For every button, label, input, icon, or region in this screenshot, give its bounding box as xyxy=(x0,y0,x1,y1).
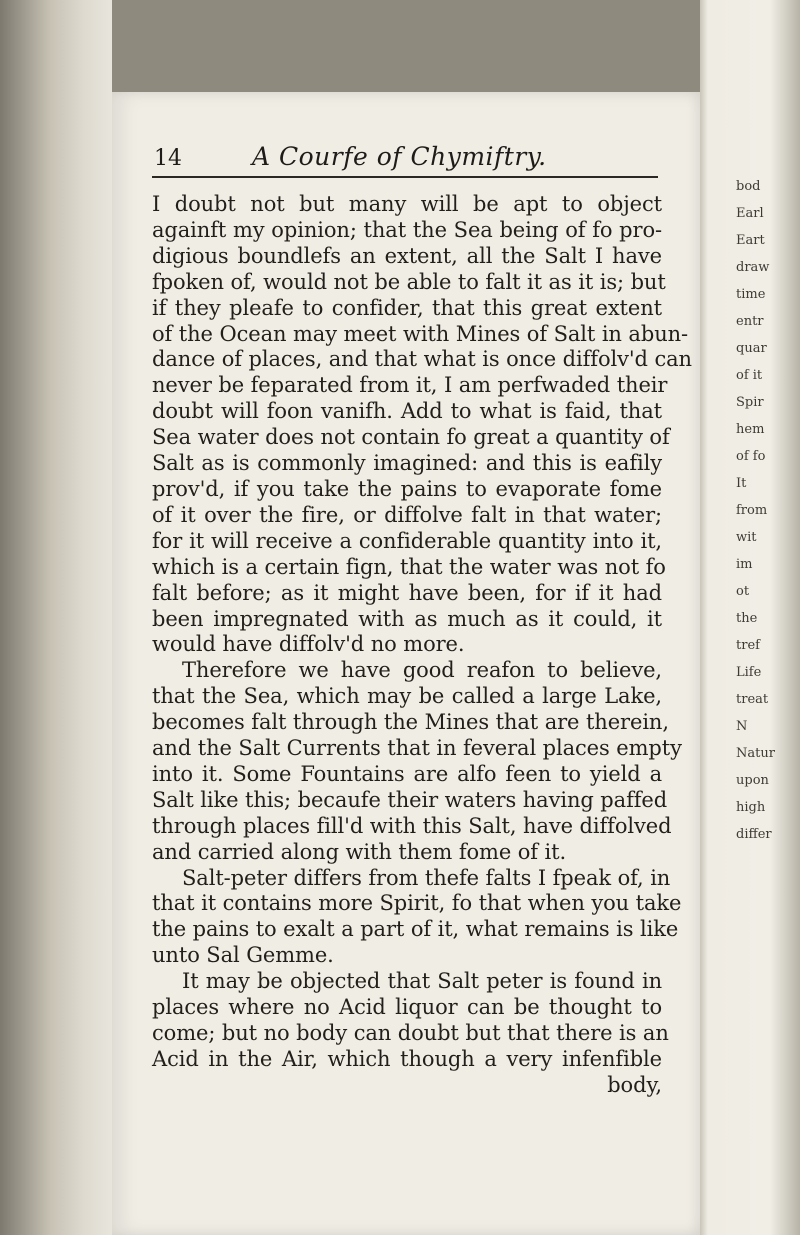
facing-page-fragment: time xyxy=(736,287,766,302)
text-line: through places fill'd with this Salt, have diffolved xyxy=(152,813,672,838)
text-line: unto Sal Gemme. xyxy=(152,943,334,968)
facing-page-fragment: im xyxy=(736,557,753,572)
facing-page-fragment: differ xyxy=(736,827,772,842)
text-line: places where no Acid liquor can be thought to xyxy=(152,995,662,1020)
page-number: 14 xyxy=(154,146,182,171)
facing-page-fragment: draw xyxy=(736,260,770,275)
text-line: falt before; as it might have been, for if it had xyxy=(152,580,662,605)
facing-page-fragment: upon xyxy=(736,773,769,788)
text-line: been impregnated with as much as it could, it xyxy=(152,606,662,631)
facing-page-fragment: the xyxy=(736,611,758,626)
facing-page-fragment: It xyxy=(736,476,747,491)
page-header xyxy=(152,142,658,178)
text-line: I doubt not but many will be apt to object xyxy=(152,192,662,216)
text-line: into it. Some Fountains are alfo feen to yield a xyxy=(152,761,662,786)
text-line: Salt-peter differs from thefe falts I fpeak of, in xyxy=(182,865,671,890)
facing-page-fragment: Earl xyxy=(736,206,764,221)
text-line: never be feparated from it, I am perfwaded their xyxy=(152,373,668,398)
text-line: of the Ocean may meet with Mines of Salt in abun- xyxy=(152,321,689,346)
facing-page-fragment: Spir xyxy=(736,395,764,410)
text-line: dance of places, and that what is once diffolv'd can xyxy=(152,347,692,372)
text-line: Salt like this; becaufe their waters having paffed xyxy=(152,787,668,812)
facing-page-fragment: entr xyxy=(736,314,764,329)
facing-page-fragment: bod xyxy=(736,179,761,194)
facing-page-fragment: quar xyxy=(736,341,767,356)
facing-page-edge xyxy=(700,0,800,1235)
book-edge-left xyxy=(0,0,112,1235)
text-line: body, xyxy=(607,1072,662,1097)
facing-page-fragment: hem xyxy=(736,422,765,437)
facing-page-fragment: ot xyxy=(736,584,750,599)
book-page xyxy=(112,92,700,1235)
running-title: A Courfe of Chymiftry. xyxy=(252,142,547,171)
text-line: becomes falt through the Mines that are therein, xyxy=(152,710,669,735)
text-line: doubt will foon vanifh. Add to what is faid, that xyxy=(152,399,662,424)
page-body xyxy=(152,192,692,1099)
facing-page-fragment: high xyxy=(736,800,766,815)
text-line: Therefore we have good reafon to believe, xyxy=(182,658,662,683)
text-line: of it over the fire, or diffolve falt in that water; xyxy=(152,502,662,527)
text-line: that it contains more Spirit, fo that when you take xyxy=(152,891,682,916)
facing-page-fragment: of fo xyxy=(736,449,766,464)
text-line: Acid in the Air, which though a very infenfible xyxy=(152,1046,662,1071)
facing-page-fragment: from xyxy=(736,503,768,518)
facing-page-fragment: of it xyxy=(736,368,763,383)
facing-page-fragment: Life xyxy=(736,665,762,680)
facing-page-fragment: N xyxy=(736,719,748,734)
text-line: come; but no body can doubt but that there is an xyxy=(152,1021,669,1045)
text-line: Sea water does not contain fo great a quantity of xyxy=(152,425,670,450)
text-line: and carried along with them fome of it. xyxy=(152,839,567,864)
text-line: for it will receive a confiderable quantity into it, xyxy=(152,528,662,553)
text-line: againft my opinion; that the Sea being of fo pro- xyxy=(152,217,662,242)
text-line: digious boundlefs an extent, all the Salt I have xyxy=(152,243,662,268)
text-line: the pains to exalt a part of it, what remains is like xyxy=(152,917,679,942)
text-line: that the Sea, which may be called a large Lake, xyxy=(152,684,662,709)
facing-page-fragment: treat xyxy=(736,692,769,707)
text-line: if they pleafe to confider, that this great extent xyxy=(152,295,662,320)
text-line: Salt as is commonly imagined: and this is eafily xyxy=(152,451,662,476)
facing-page-fragment: wit xyxy=(736,530,757,545)
facing-page-fragment: Natur xyxy=(736,746,775,761)
text-line: fpoken of, would not be able to falt it as it is; but xyxy=(152,269,666,294)
text-line: prov'd, if you take the pains to evaporate fome xyxy=(152,476,662,501)
facing-page-fragment: Eart xyxy=(736,233,765,248)
text-line: which is a certain fign, that the water was not fo xyxy=(152,554,666,579)
text-line: would have diffolv'd no more. xyxy=(152,632,465,657)
text-line: and the Salt Currents that in feveral places empty xyxy=(152,736,682,761)
facing-page-fragment: tref xyxy=(736,638,760,653)
text-line: It may be objected that Salt peter is found in xyxy=(182,969,662,994)
